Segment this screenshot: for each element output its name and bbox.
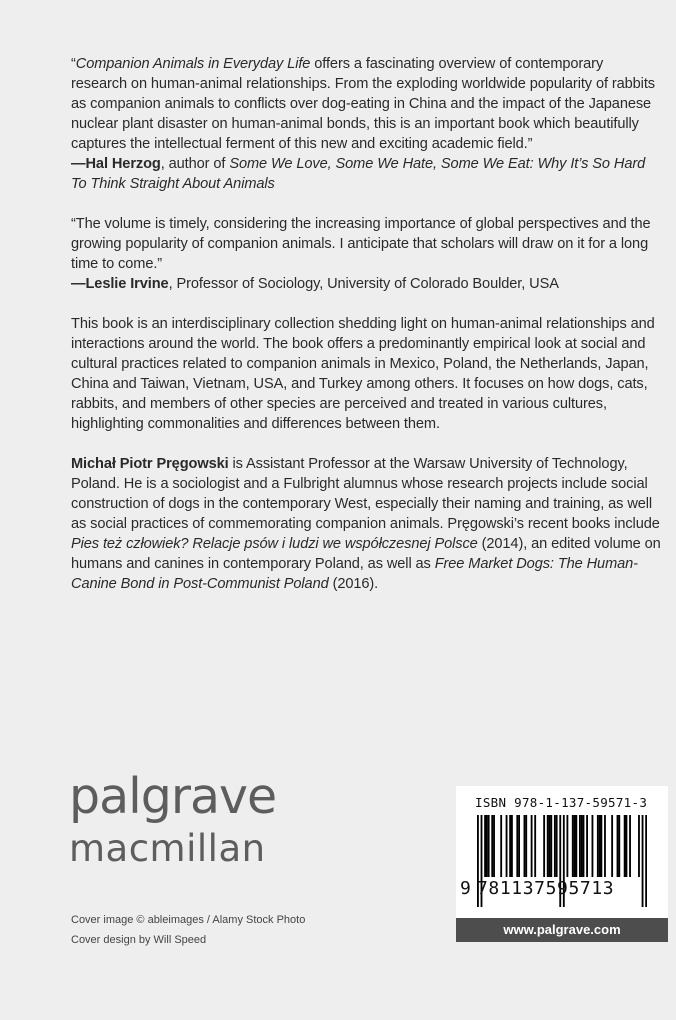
barcode-bar xyxy=(597,815,599,877)
barcode-bar xyxy=(600,815,602,877)
barcode-bar xyxy=(574,815,576,877)
book-description: This book is an interdisciplinary collection shedding light on human-animal relationships and interactions around the world. The book offers a predominantly empirical look at social and cultural practices related to companion animals in Mexico, Poland, the Netherlands, Japan, China and Taiwan, Vietnam, USA, and Turkey among others. It focuses on how dogs, cats, rabbits, and members of other species are perceived and treated in various cultures, highlighting commonalities and differences between them. xyxy=(71,316,655,432)
barcode-bar xyxy=(534,815,536,877)
cover-image-credit: Cover image © ableimages / Alamy Stock Photo xyxy=(71,914,306,926)
isbn-digits xyxy=(460,878,660,899)
barcode-bar xyxy=(556,815,558,877)
isbn-label: ISBN 978-1-137-59571-3 xyxy=(475,795,648,810)
barcode-bar xyxy=(629,815,631,877)
barcode-bar xyxy=(579,815,581,877)
author-book-2: Free Market Dogs: The Human-Canine Bond in Post-Communist Poland xyxy=(71,556,638,592)
blurb-irvine-quote: “The volume is timely, considering the increasing importance of global perspectives and the growing popularity of companion animals. I anticipate that scholars will draw on it for a long time to come.” xyxy=(71,216,651,272)
barcode-bar xyxy=(518,815,520,877)
reviewer-name: —Hal Herzog xyxy=(71,156,161,172)
barcode-bar xyxy=(506,815,508,877)
blurb-herzog-quote: “Companion Animals in Everyday Life offers a fascinating overview of contemporary research on human-animal relationships. From the exploding worldwide popularity of rabbits as companion animals to conflicts over dog-eating in China and the impact of the Japanese nuclear plant disaster on human-animal bonds, this is an important book which beautifully captures the intellectual ferment of this new and exciting academic field.” xyxy=(71,56,655,152)
isbn-main-digits: 781137595713 xyxy=(477,878,615,899)
barcode-bar xyxy=(575,815,577,877)
author-book-1: Pies też człowiek? Relacje psów i ludzi we współczesnej Polsce xyxy=(71,536,478,552)
blurb-irvine-attribution: —Leslie Irvine, Professor of Sociology, University of Colorado Boulder, USA xyxy=(71,276,559,292)
barcode-bar xyxy=(511,815,513,877)
publisher-logo-line1: palgrave xyxy=(69,768,277,825)
barcode-bar xyxy=(572,815,574,877)
barcode-bar xyxy=(525,815,527,877)
barcode-bar xyxy=(586,815,588,877)
blurb-herzog xyxy=(71,54,663,194)
barcode-bar xyxy=(486,815,488,877)
publisher-logo-line2: macmillan xyxy=(69,827,266,870)
barcode-bar xyxy=(488,815,490,877)
barcode-bar xyxy=(509,815,511,877)
barcode-bar xyxy=(592,815,594,877)
blurb-irvine xyxy=(71,214,663,294)
isbn-lead-digit: 9 xyxy=(460,878,472,899)
barcode-bar xyxy=(493,815,495,877)
barcode-bar xyxy=(626,815,628,877)
barcode-bar xyxy=(611,815,613,877)
barcode-bar xyxy=(566,815,568,877)
cover-credits xyxy=(71,910,305,950)
barcode-bar xyxy=(516,815,518,877)
back-cover-text xyxy=(71,54,663,614)
barcode-bar xyxy=(531,815,533,877)
reviewer-name: —Leslie Irvine xyxy=(71,276,169,292)
cover-design-credit: Cover design by Will Speed xyxy=(71,934,207,946)
reviewed-book-title: Companion Animals in Everyday Life xyxy=(75,56,311,72)
barcode-bar xyxy=(550,815,552,877)
barcode-bar xyxy=(543,815,545,877)
blurb-herzog-attribution: —Hal Herzog, author of Some We Love, Some We Hate, Some We Eat: Why It’s So Hard To Think Straight About Animals xyxy=(71,156,646,192)
barcode-bar xyxy=(491,815,493,877)
barcode-bar xyxy=(618,815,620,877)
barcode-bar xyxy=(500,815,502,877)
barcode-bar xyxy=(554,815,556,877)
publisher-url: www.palgrave.com xyxy=(456,918,668,942)
barcode-bar xyxy=(583,815,585,877)
barcode-bar xyxy=(599,815,601,877)
barcode-bar xyxy=(624,815,626,877)
reviewer-book: Some We Love, Some We Hate, Some We Eat: Why It’s So Hard To Think Straight About Animals xyxy=(71,156,646,192)
author-bio: Michał Piotr Pręgowski is Assistant Professor at the Warsaw University of Technology, Poland. He is a sociologist and a Fulbright alumnus whose research projects include social construction of dogs in the contemporary West, especially their naming and training, as well as social practices of commemorating companion animals. Pręgowski’s recent books include Pies też człowiek? Relacje psów i ludzi we współczesnej Polsce (2014), an edited volume on humans and canines in contemporary Poland, as well as Free Market Dogs: The Human-Canine Bond in Post-Communist Poland (2016). xyxy=(71,456,661,592)
barcode-bar xyxy=(638,815,640,877)
barcode-bar xyxy=(547,815,549,877)
barcode-bar xyxy=(581,815,583,877)
barcode-bar xyxy=(617,815,619,877)
barcode-bar xyxy=(484,815,486,877)
publisher-logo xyxy=(69,768,277,870)
barcode-bar xyxy=(549,815,551,877)
barcode-bar xyxy=(604,815,606,877)
author-name: Michał Piotr Pręgowski xyxy=(71,456,229,472)
barcode-bar xyxy=(524,815,526,877)
